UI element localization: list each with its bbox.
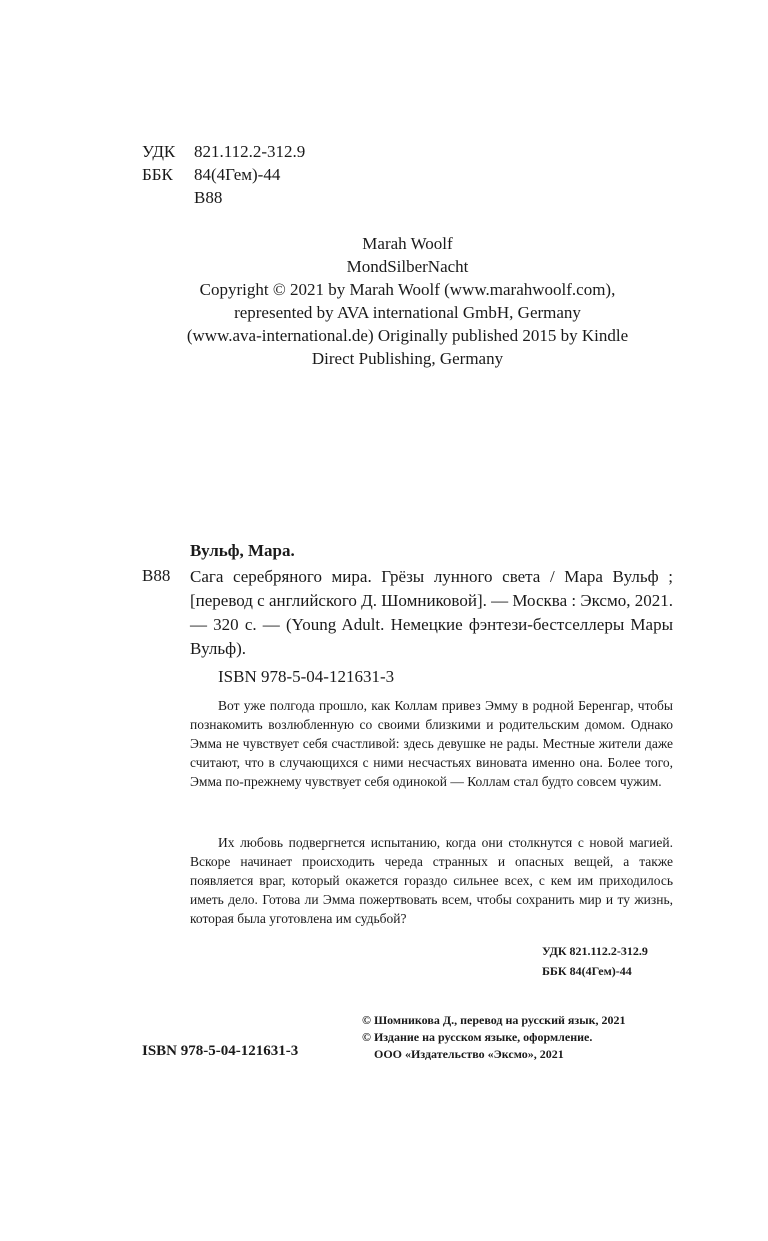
- bib-citation: Сага серебряного мира. Грёзы лунного света / Мара Вульф ; [перевод с английского Д. Шомниковой]. — Москва : Эксмо, 2021. — 320 с. — (Young Adult. Немецкие фэнтези-бестселлеры Мары Вульф).: [190, 567, 673, 658]
- isbn-footer: ISBN 978-5-04-121631-3: [142, 1043, 299, 1059]
- copyright-line-1: Copyright © 2021 by Marah Woolf (www.marahwoolf.com),: [199, 280, 616, 299]
- bbk-value: 84(4Гем)-44: [194, 165, 281, 184]
- author-mark-top: В88: [194, 188, 223, 207]
- udk-value: 821.112.2-312.9: [194, 142, 306, 161]
- udk-label: УДК: [142, 142, 176, 161]
- annotation-paragraph-2: Их любовь подвергнется испытанию, когда они столкнутся с новой магией. Вскоре начинает происходить череда странных и опасных вещей, а также появляется враг, который окажется гораздо сильнее всех, с кем им приходилось иметь дело. Готова ли Эмма пожертвовать всем, чтобы сохранить мир и ту жизнь, которая была уготовлена им судьбой?: [190, 835, 673, 926]
- bib-author: Вульф, Мара.: [190, 541, 295, 560]
- bib-isbn: ISBN 978-5-04-121631-3: [218, 667, 395, 686]
- original-edition-block: [150, 232, 665, 370]
- bbk-label: ББК: [142, 165, 173, 184]
- bbk-line: [142, 163, 280, 186]
- edition-copyright-line-1: © Издание на русском языке, оформление.: [362, 1030, 593, 1044]
- classification-udk: УДК 821.112.2-312.9: [542, 944, 648, 958]
- translation-copyright: © Шомникова Д., перевод на русский язык, 2021: [362, 1013, 626, 1027]
- bib-mark: В88: [142, 566, 171, 585]
- annotation-paragraph-1: Вот уже полгода прошло, как Коллам привез Эмму в родной Беренгар, чтобы познакомить возлюбленную со своими близкими и родительским домом. Однако Эмма не чувствует себя счастливой: здесь девушке не рады. Местные жители даже считают, что в случающихся с ними несчастьях виновата именно она. Более того, Эмма по-прежнему чувствует себя одинокой — Коллам стал будто совсем чужим.: [190, 698, 673, 789]
- copyright-line-4: Direct Publishing, Germany: [311, 349, 504, 368]
- original-title: MondSilberNacht: [346, 257, 469, 276]
- classification-bbk: ББК 84(4Гем)-44: [542, 964, 632, 978]
- udk-line: [142, 140, 305, 163]
- copyright-line-3: (www.ava-international.de) Originally published 2015 by Kindle: [186, 326, 629, 345]
- copyright-line-2: represented by AVA international GmbH, Germany: [234, 303, 581, 322]
- original-author: Marah Woolf: [362, 234, 453, 253]
- edition-copyright-line-2: ООО «Издательство «Эксмо», 2021: [374, 1047, 564, 1061]
